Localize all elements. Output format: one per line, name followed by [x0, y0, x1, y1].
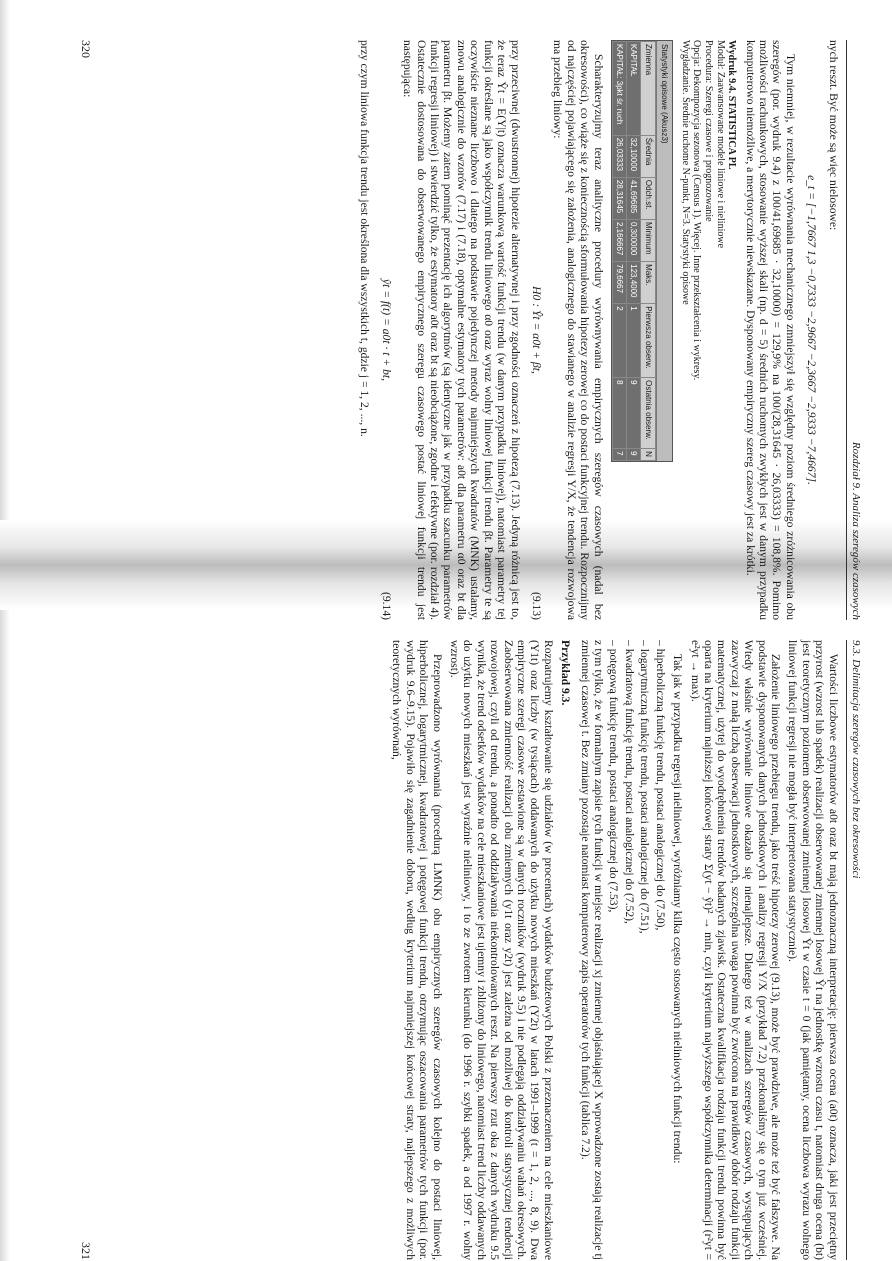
column-header: Średnia	[641, 135, 655, 177]
paragraph: Rozpatrujemy kształtowanie się udziałów (w procentach) wydatków budżetowych Polski z przeznaczeniem na cele mieszkaniowe (Y1t) oraz liczby (w tysiącach) oddawanych do użytku nowych mieszkań (Y2t) w latach 1991–1999 (t = 1, 2, ..., 8, 9). Dwa empiryczne szeregi czasowe zestawione są w danych roczników (wydruk 9.5) i nie podlegają oddziaływaniu wahań okresowych. Zaobserwowana zmienność realizacji obu zmiennych (y1t oraz y2t) jest zależna od możliwej do kontroli statystycznej tendencji rozwojowej, czyli od trendu, a ponadto od oddziaływania niekontrolowanych reszt. Na pierwszy rzut oka z danych wydruku 9.5 wynika, że trend odsetków wydatków na cele mieszkaniowe jest ujemny i zbliżony do liniowego, natomiast trend liczby oddawanych do użytku nowych mieszkań jest wyraźnie nieliniowy, i to ze zwrotem kierunku (do 1996 r. szybki spadek, a od 1997 r. wolny wzrost).	[448, 640, 555, 1260]
table-cell: 7	[612, 449, 626, 461]
table-cell: 2,166667	[612, 220, 626, 262]
figure-title: Wydruk 9.4. STATISTICA PL	[726, 40, 738, 170]
column-header: N	[641, 449, 655, 461]
statistica-output-table	[611, 40, 674, 462]
table-cell: 9	[626, 378, 640, 449]
running-header: Rozdział 9. Analiza szeregów czasowych	[846, 40, 862, 620]
list-item: – potęgową funkcję trendu, postaci analogicznej do (7.53),	[607, 640, 621, 913]
table-cell: 0,300000	[626, 220, 640, 262]
stats-table	[612, 41, 656, 461]
paragraph: Tak jak w przypadku regresji nieliniowej, wyróżniamy kilka często stosowanych nieliniowych funkcji trendu:	[671, 654, 685, 1164]
table-cell: 123,4000	[626, 262, 640, 304]
column-header: Minimum	[641, 220, 655, 262]
formula-residuals: e_t = [−1,7667 1,3 −0,7333 −2,9667 −2,3667 −2,9333 −7,4667].	[805, 175, 819, 485]
table-row	[612, 42, 626, 461]
page-321	[67, 640, 862, 1260]
table-cell: 2	[612, 304, 626, 378]
table-cell: 28,31645	[612, 177, 626, 219]
table-cell: 8	[612, 378, 626, 449]
column-header: Zmienna	[641, 42, 655, 136]
table-header-row	[641, 42, 655, 461]
table-cell: 9	[626, 449, 640, 461]
table-cell: 1	[626, 304, 640, 378]
paragraph: Wartości liczbowe estymatorów a0t oraz bt mają jednoznaczną interpretację: pierwsza ocena (a0t) oznacza, jaki jest przeciętny przyrost (wzrost lub spadek) realizacji obserwowanej zmiennej losowej Ŷt na jednostkę wzrostu czasu t, natomiast druga ocena (bt) jest teoretycznym poziomem obserwowanej zmiennej losowej Ŷt w czasie t = 0 (jak pamiętamy, ocena liczbowa wyrazu wolnego liniowej funkcji regresji nie mogła być interpretowana statystycznie).	[786, 640, 840, 1260]
formula-body: H0 : Ŷt = α0t + βt,	[529, 286, 543, 374]
table-cell: 26,03333	[612, 135, 626, 177]
column-header: Odch.st.	[641, 177, 655, 219]
list-item: – logarytmiczną funkcję trendu, postaci analogicznej do (7.51),	[638, 640, 652, 934]
paragraph: nych reszt. Być może są więc nielosowe:	[826, 40, 840, 231]
example-title: Przykład 9.3.	[559, 640, 573, 706]
paragraph: Scharakteryzujmy teraz analityczne procedury wyrównywania empirycznych szeregów czasowych (nadal bez okresowości), co wiąże się z koniecznością sformułowania hipotezy zerowej co do postaci funkcyjnej trendu. Rozpocznijmy od najczęściej pojawiającego się założenia, analogicznego do stawianego w analizie regresji Y/X, że tendencja rozwojowa ma przebieg liniowy:	[551, 40, 605, 620]
paragraph: Tym niemniej, w rezultacie wyrównania mechanicznego zmniejszył się względny poziom średniego zróżnicowania obu szeregów (por. wydruk 9.4) z 100/41,69685 · 32,10000) = 129,9% na 100/(28,31645 · 26,03333) = 108,8%. Pomimo możliwości rachunkowych, stosowanie wyższej skali (np. d = 5) średnich ruchomych zwykłych jest w danym przypadku komputerowo niemożliwe, a merytorycznie niewskazane. Dysponowany empiryczny szereg czasowy jest za krótki.	[743, 40, 797, 620]
column-header: Pierwsza obserw.	[641, 304, 655, 378]
figure-line: Procedura: Szeregi czasowe i prognozowanie	[702, 40, 714, 222]
paragraph: z tym tylko, że w formalnym zapisie tych funkcji w miejsce realizacji xj zmiennej objaśniającej X wprowadzone zostają realizacje tj zmiennej czasowej t. Bez zmiany pozostaje natomiast komputerowy zapis operatorów tych funkcji (tablica 7.2).	[578, 640, 606, 1260]
table-cell: 79,6667	[612, 262, 626, 304]
column-header: Ostatnia obserw.	[641, 378, 655, 449]
equation-number: (9.14)	[379, 591, 393, 620]
list-item: – hiperboliczną funkcję trendu, postaci analogicznej do (7.50),	[653, 640, 667, 931]
list-item: – kwadratową funkcję trendu, postaci analogicznej do (7.52),	[622, 640, 636, 924]
output-window-title: Statystyki opisowe (Akusz3)	[656, 41, 672, 461]
paragraph: przy przeciwnej (dwustronnej) hipotezie alternatywnej i przy zgodności oznaczeń z hipotezą (7.13). Jedyną różnicą jest to, że teraz Ŷt = E(Y|t) oznacza warunkową wartość funkcji trendu (w danym przypadku liniowej), natomiast parametry tej funkcji określane są jako współczynnik trendu liniowego α0 oraz wyraz wolny liniowej funkcji trendu βt. Parametry te są oczywiście nieznane liczbowo i dlatego na podstawie pojedynczej metody najmniejszych kwadratów (MNK) ustalamy, znowu analogicznie do wzorów (7.17) i (7.18), optymalne estymatory tych parametrów: a0t dla parametru α0 oraz bt dla parametru βt. Możemy zatem pominąć prezentację ich algorytmów (są identyczne jak w przypadku szacunku parametrów funkcji regresji liniowej) i stwierdzić tylko, że estymatory a0t oraz bt są nieobciążone, zgodne i efektywne (por. rozdział 4). Ostatecznie dostosowana do obserwowanego empirycznego szeregu czasowego postać liniowej funkcji trendu jest następująca:	[401, 40, 522, 620]
running-header: 9.3. Delimitacja szeregów czasowych bez okresowości	[846, 640, 862, 1260]
page-number: 321	[79, 1242, 93, 1260]
figure-line: Wygładzanie. Średnie ruchome N-punkt, N=3. Statystyki opisowe	[679, 40, 691, 305]
paragraph: Przeprowadzono wyrównania (procedurą LMNK) obu empirycznych szeregów czasowych kolejno do postaci liniowej, hiperbolicznej, logarytmicznej, kwadratowej i potęgowej funkcji trendu, otrzymując oszacowania parametrów tych funkcji (por. wydruk 9.6–9.15). Pojawiło się zagadnienie doboru, według kryterium najmniejszej końcowej straty, najlepszego z możliwych teoretycznych wyrównań,	[390, 640, 444, 1260]
page-number: 320	[79, 40, 93, 58]
table-cell: KAPITAŁ	[626, 42, 640, 136]
scan-edge	[0, 0, 10, 1261]
figure-caption	[679, 40, 737, 620]
figure-line: Opcja: Dekompozycja sezonowa (Census 1). Więcej. Inne przekształcenia i wykresy.	[691, 40, 703, 381]
formula-9-13	[530, 40, 543, 620]
paragraph: przy czym liniowa funkcja trendu jest określona dla wszystkich t, gdzie j = 1, 2, ..., n.	[358, 40, 372, 437]
column-header: Maks.	[641, 262, 655, 304]
table-cell: 41,69685	[626, 177, 640, 219]
equation-number: (9.13)	[529, 591, 543, 620]
table-cell: KAPITAŁ: 3pkt śr. ruch	[612, 42, 626, 136]
formula-9-14	[379, 40, 392, 620]
formula-body: ŷt = f(t) = a0t · t + bt,	[379, 278, 393, 382]
figure-line: Moduł: Zaawansowane modele liniowe i nieliniowe	[714, 40, 726, 249]
paragraph: Założenie liniowego przebiegu trendu, jako treść hipotezy zerowej (9.13), może być prawdziwe, ale może też być fałszywe. Na podstawie dysponowanych danych jednostkowych i analizy regresji Y/X (przykład 7.2) przekonaliśmy się o tym już wcześniej. Wtedy właśnie wyrównanie liniowe okazało się nienajlepsze. Dlatego też w analizach szeregów czasowych, występujących zazwyczaj z małą liczbą obserwacji jednostkowych, szczególna uwaga powinna być zwrócona na prawidłowy dobór rodzaju funkcji matematycznej, użytej do wyodrębnienia trendów badanych zjawisk. Ostateczna kwalifikacja rodzaju funkcji trendu powinna być oparta na kryterium najniższej końcowej straty Σ(yt − ŷt)² → min, czyli kryterium najwyższego współczynnika determinacji (r²yt = e²yt → max).	[688, 640, 782, 1260]
page-320	[67, 40, 862, 620]
table-cell: 32,10000	[626, 135, 640, 177]
table-row	[626, 42, 640, 461]
